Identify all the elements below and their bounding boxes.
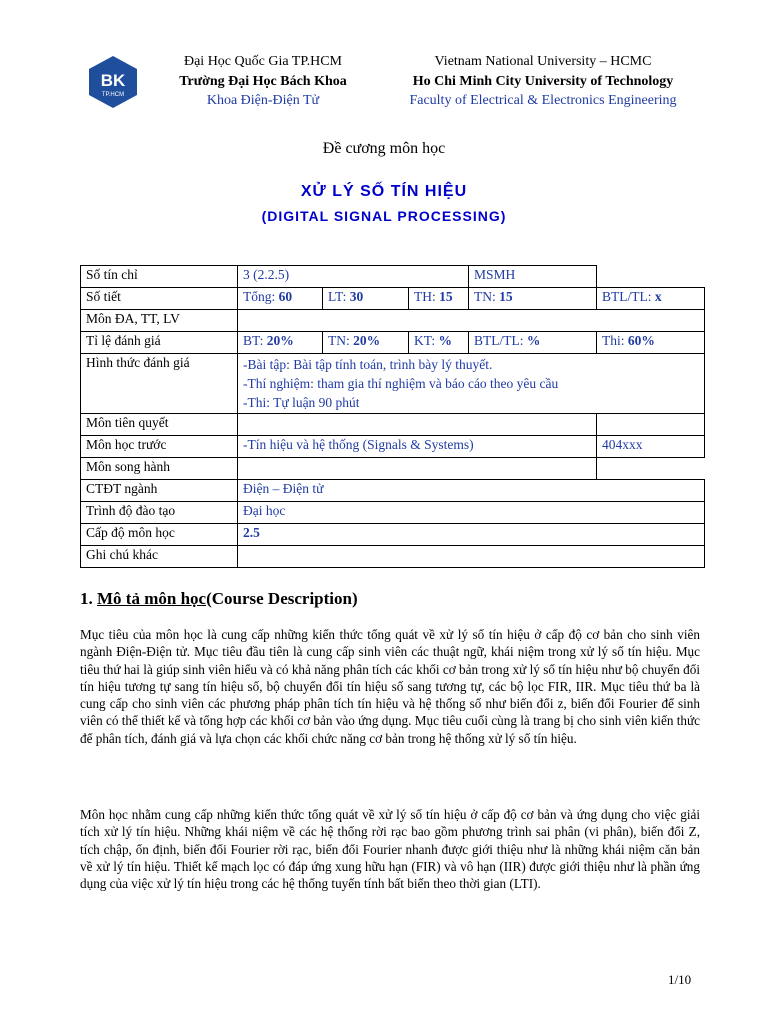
table-row: [81, 436, 705, 458]
kt-value: %: [438, 333, 452, 348]
table-row: [81, 524, 705, 546]
btl2-label: BTL/TL:: [474, 333, 527, 348]
description-paragraph-1: Mục tiêu của môn học là cung cấp những kiến thức tổng quát về xử lý số tín hiệu ở cấp độ cơ bản cho sinh viên ngành Điện-Điện tử. Mục tiêu đầu tiên là cung cấp sinh viên các thuật ngữ, khái niệm trong xử lý số tín hiệu. Mục tiêu thứ hai là giúp sinh viên hiểu và có khả năng phân tích các khối cơ bản trong xử lý số tín hiệu như bộ chuyển đổi tín hiệu tương tự sang tín hiệu số, bộ chuyển đổi tín hiệu số sang tương tự, các bộ lọc FIR, IIR. Mục tiêu thứ ba là cung cấp cho sinh viên các phương pháp phân tích tín hiệu và hệ thống số như biến đổi z, biến đổi Fourier để sinh viên có thể thiết kế và tổng hợp các khối cơ bản vào ứng dụng. Mục tiêu cuối cùng là trang bị cho sinh viên kiến thức để phân tích, đánh giá và lựa chọn các khối chức năng cơ bản trong hệ thống xử lý số tín hiệu.: [80, 627, 700, 746]
btl2-value: %: [526, 333, 541, 348]
header-vn-line2: Trường Đại Học Bách Khoa: [179, 73, 347, 89]
table-row: [81, 546, 705, 568]
prereq-label: Môn tiên quyết: [81, 414, 238, 436]
course-title-vn: XỬ LÝ SỐ TÍN HIỆU: [300, 183, 468, 200]
empty-cell: [597, 458, 705, 480]
tn2-value: 20%: [353, 333, 381, 348]
form-line-3: -Thi: Tự luận 90 phút: [243, 395, 360, 410]
form-label: Hình thức đánh giá: [81, 354, 238, 414]
prev-value: -Tín hiệu và hệ thống (Signals & Systems): [238, 436, 597, 458]
table-row: [81, 502, 705, 524]
th-label: TH:: [414, 289, 440, 304]
note-value: [238, 546, 705, 568]
section-title-vn: Mô tả môn học: [97, 589, 207, 608]
section-title-en: (Course Description): [206, 589, 358, 608]
tn2-cell: [323, 332, 409, 354]
tn-cell: [469, 288, 597, 310]
header-en-line1: Vietnam National University – HCMC: [434, 54, 652, 69]
grading-label: Tỉ lệ đánh giá: [81, 332, 238, 354]
table-row: [81, 266, 705, 288]
header-vn-line1: Đại Học Quốc Gia TP.HCM: [183, 54, 342, 69]
section-heading: [80, 589, 358, 609]
document-header: [0, 52, 768, 122]
bt-value: 20%: [266, 333, 294, 348]
bt-cell: [238, 332, 323, 354]
lt-cell: [323, 288, 409, 310]
course-level-value: 2.5: [243, 525, 260, 540]
prev-code: 404xxx: [597, 436, 705, 458]
total-label: Tổng:: [243, 289, 279, 304]
project-label: Môn ĐA, TT, LV: [81, 310, 238, 332]
tn-label: TN:: [474, 289, 500, 304]
btl-cell: [597, 288, 705, 310]
level-label: Trình độ đào tạo: [81, 502, 238, 524]
section-number: 1.: [80, 589, 97, 608]
course-title-en: (DIGITAL SIGNAL PROCESSING): [261, 208, 507, 224]
thi-cell: [597, 332, 705, 354]
level-value: Đại học: [238, 502, 705, 524]
logo-subtext: TP.HCM: [101, 92, 125, 98]
msmh-label: MSMH: [469, 266, 597, 288]
course-info-table: [80, 265, 705, 568]
table-row: [81, 480, 705, 502]
description-paragraph-2: Môn học nhằm cung cấp những kiến thức tổng quát về xử lý số tín hiệu ở cấp độ cơ bản và ứng dụng cho việc giải tích xử lý tín hiệu. Những khái niệm về các hệ thống rời rạc bao gồm phương trình sai phân (vi phân), biến đổi Z, tích chập, ổn định, biến đổi Fourier rời rạc, biến đổi Fourier nhanh được giới thiệu như là những khái niệm căn bản về xử lý tín hiệu. Thiết kế mạch lọc có đáp ứng xung hữu hạn (FIR) và vô hạn (IIR) được giới thiệu như là phần ứng dụng của việc xử lý tín hiệu trong các hệ thống tuyến tính bất biến theo thời gian (LTI).: [80, 807, 700, 892]
doc-subtitle: Đề cương môn học: [322, 140, 446, 157]
parallel-label: Môn song hành: [81, 458, 238, 480]
thi-label: Thi:: [602, 333, 628, 348]
table-row: [81, 288, 705, 310]
bt-label: BT:: [243, 333, 267, 348]
kt-label: KT:: [414, 333, 439, 348]
course-level-cell: [238, 524, 705, 546]
table-row: [81, 414, 705, 436]
logo-text: BK: [100, 71, 126, 90]
header-vietnamese: [158, 52, 368, 111]
table-row: [81, 332, 705, 354]
page-number: 1/10: [668, 972, 692, 987]
tn2-label: TN:: [328, 333, 354, 348]
credits-value: 3 (2.2.5): [238, 266, 469, 288]
table-row: [81, 310, 705, 332]
table-row: [81, 354, 705, 414]
btl-value: x: [654, 289, 662, 304]
total-value: 60: [278, 289, 293, 304]
program-value: Điện – Điện tử: [238, 480, 705, 502]
header-en-line3: Faculty of Electrical & Electronics Engineering: [409, 93, 677, 108]
btl2-cell: [469, 332, 597, 354]
form-line-2: -Thí nghiệm: tham gia thí nghiệm và báo cáo theo yêu cầu: [243, 376, 559, 391]
prereq-code: [597, 414, 705, 436]
prev-label: Môn học trước: [81, 436, 238, 458]
university-logo: [86, 54, 140, 110]
program-label: CTĐT ngành: [81, 480, 238, 502]
th-value: 15: [439, 289, 453, 304]
credits-label: Số tín chỉ: [81, 266, 238, 288]
th-cell: [409, 288, 469, 310]
parallel-value: [238, 458, 597, 480]
lt-label: LT:: [328, 289, 350, 304]
course-level-label: Cấp độ môn học: [81, 524, 238, 546]
tn-value: 15: [499, 289, 513, 304]
prereq-value: [238, 414, 597, 436]
form-line-1: -Bài tập: Bài tập tính toán, trình bày lý thuyết.: [243, 357, 493, 372]
table-row: [81, 458, 705, 480]
header-vn-line3: Khoa Điện-Điện Tử: [206, 93, 320, 108]
periods-label: Số tiết: [81, 288, 238, 310]
project-value: [238, 310, 705, 332]
btl-label: BTL/TL:: [602, 289, 655, 304]
kt-cell: [409, 332, 469, 354]
empty-cell: [597, 266, 705, 288]
note-label: Ghi chú khác: [81, 546, 238, 568]
header-en-line2: Ho Chi Minh City University of Technology: [412, 73, 674, 89]
thi-value: 60%: [627, 333, 655, 348]
form-values: [238, 354, 705, 414]
total-cell: [238, 288, 323, 310]
header-english: [388, 52, 698, 111]
lt-value: 30: [349, 289, 364, 304]
